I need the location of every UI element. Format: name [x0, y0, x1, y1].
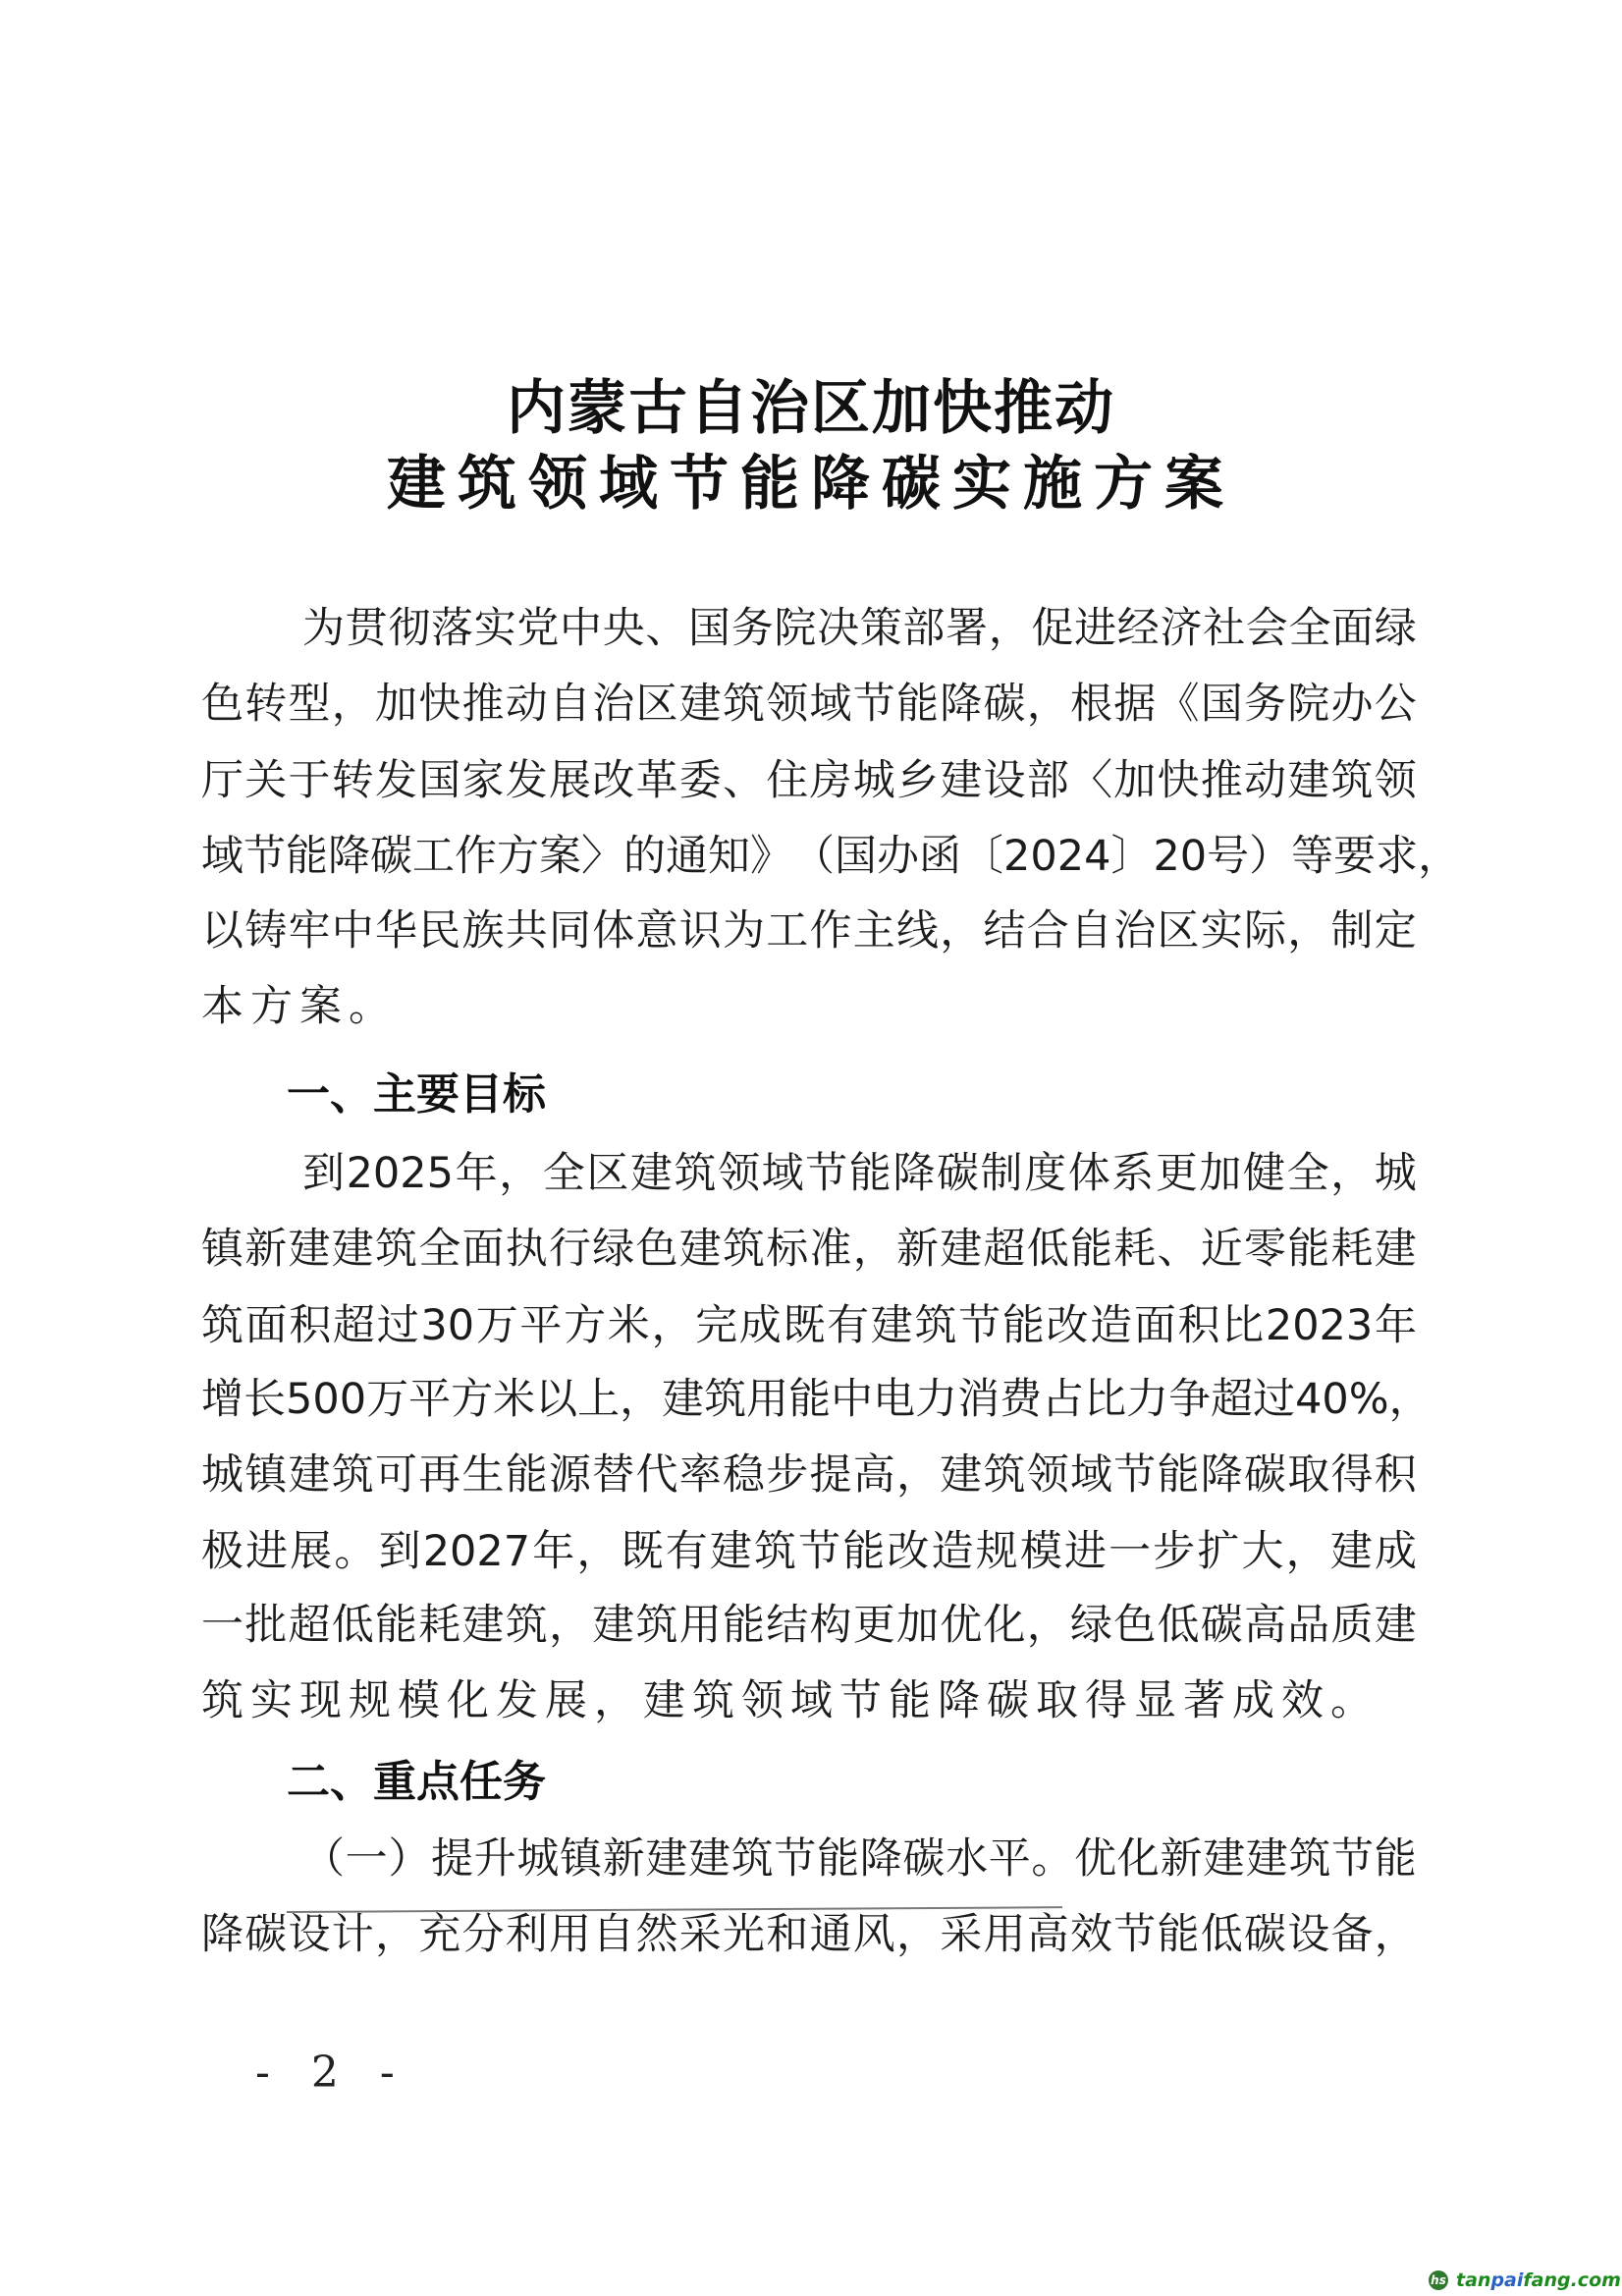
section-heading-key-tasks: 二、重点任务: [287, 1757, 546, 1807]
section1-line: 一 批 超 低 能 耗 建 筑 ， 建 筑 用 能 结 构 更 加 优 化 ， 绿 色 低 碳 高 品 质 建: [201, 1601, 1417, 1650]
watermark-logo-icon: [1429, 2270, 1448, 2290]
watermark-logo-letters: hs: [1431, 2273, 1446, 2287]
intro-line: 域 节 能 降 碳 工 作 方 案 〉 的 通 知 》 （ 国 办 函 〔 2024 〕 20 号 ） 等 要 求 ，: [201, 832, 1461, 881]
section1-line: 镇 新 建 建 筑 全 面 执 行 绿 色 建 筑 标 准 ， 新 建 超 低 能 耗 、 近 零 能 耗 建: [201, 1225, 1417, 1274]
intro-line: 本方案。: [201, 982, 398, 1031]
intro-line: 色 转 型 ， 加 快 推 动 自 治 区 建 筑 领 域 节 能 降 碳 ， 根 据 《 国 务 院 办 公: [201, 680, 1417, 729]
watermark-text: [1456, 2269, 1621, 2291]
document-title-line-1: 内蒙古自治区加快推动: [507, 374, 1115, 443]
watermark-text-part: fang.com: [1523, 2269, 1621, 2291]
page-number: - 2 -: [255, 2048, 408, 2098]
section1-line: 增 长 500 万 平 方 米 以 上 ， 建 筑 用 能 中 电 力 消 费 占 比 力 争 超 过 40% ，: [201, 1375, 1432, 1424]
intro-line: 为 贯 彻 落 实 党 中 央 、 国 务 院 决 策 部 署 ， 促 进 经 济 社 会 全 面 绿: [302, 604, 1417, 653]
document-title-line-2: 建筑领域节能降碳实施方案: [387, 450, 1235, 519]
section1-line: 筑实现规模化发展，建筑领域节能降碳取得显著成效。: [201, 1676, 1379, 1725]
intro-line: 以 铸 牢 中 华 民 族 共 同 体 意 识 为 工 作 主 线 ， 结 合 自 治 区 实 际 ， 制 定: [201, 906, 1417, 956]
section1-line: 到 2025 年 ， 全 区 建 筑 领 域 节 能 降 碳 制 度 体 系 更 加 健 全 ， 城: [302, 1149, 1417, 1198]
section1-line: 筑 面 积 超 过 30 万 平 方 米 ， 完 成 既 有 建 筑 节 能 改 造 面 积 比 2023 年: [201, 1301, 1417, 1350]
section2-line: （ 一 ） 提 升 城 镇 新 建 建 筑 节 能 降 碳 水 平 。 优 化 新 建 建 筑 节 能: [302, 1834, 1417, 1884]
intro-line: 厅 关 于 转 发 国 家 发 展 改 革 委 、 住 房 城 乡 建 设 部 〈 加 快 推 动 建 筑 领: [201, 756, 1417, 805]
section-heading-main-goals: 一、主要目标: [287, 1069, 546, 1120]
watermark-text-part: pai: [1490, 2269, 1524, 2291]
watermark-text-part: tan: [1456, 2269, 1491, 2291]
section1-line: 极 进 展 。 到 2027 年 ， 既 有 建 筑 节 能 改 造 规 模 进 一 步 扩 大 ， 建 成: [201, 1527, 1417, 1576]
section2-line: 降 碳 设 计 ， 充 分 利 用 自 然 采 光 和 通 风 ， 采 用 高 效 节 能 低 碳 设 备 ，: [201, 1910, 1417, 1959]
watermark: [1429, 2269, 1621, 2292]
section1-line: 城 镇 建 筑 可 再 生 能 源 替 代 率 稳 步 提 高 ， 建 筑 领 域 节 能 降 碳 取 得 积: [201, 1450, 1417, 1500]
